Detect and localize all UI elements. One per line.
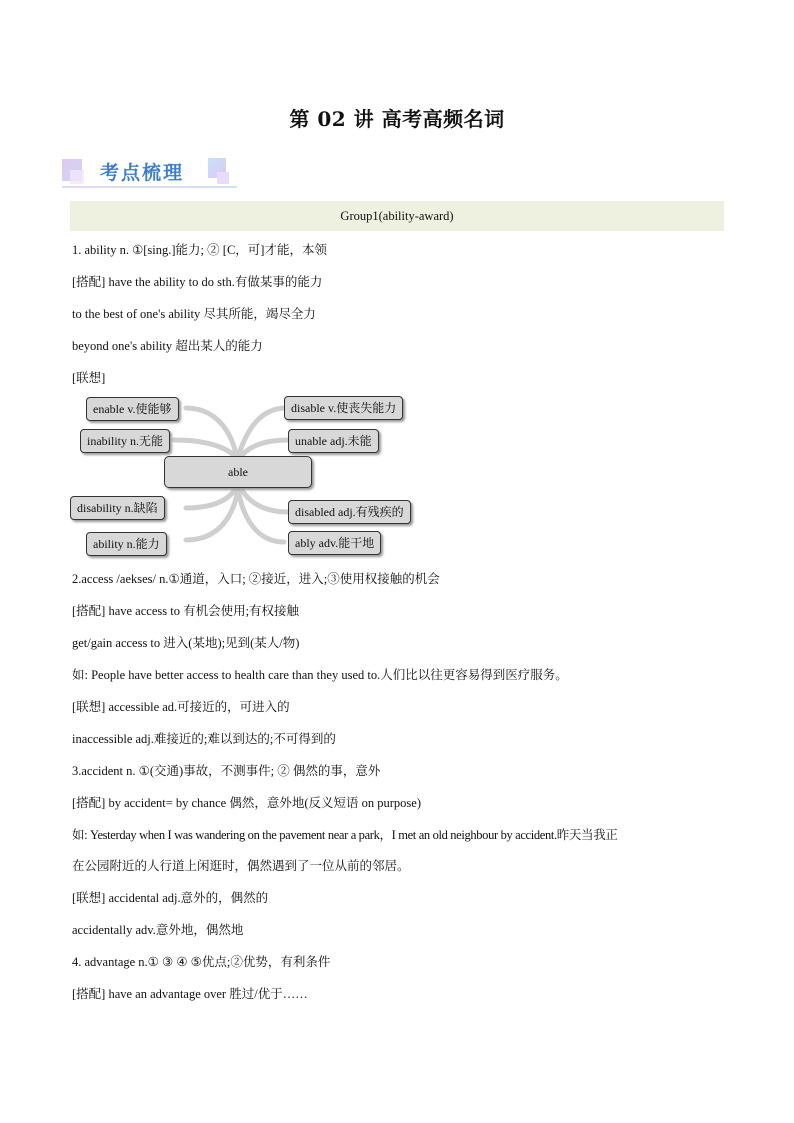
collocation-line: get/gain access to 进入(某地);见到(某人/物) — [72, 636, 300, 650]
entry-advantage: 4. advantage n.① ③ ④ ⑤优点;②优势，有利条件 — [72, 955, 331, 969]
collocation-line: to the best of one's ability 尽其所能，竭尽全力 — [72, 307, 316, 321]
divider — [62, 186, 237, 188]
word-node-enable: enable v.使能够 — [86, 397, 179, 421]
association-line: inaccessible adj.难接近的;难以到达的;不可得到的 — [72, 732, 336, 746]
word-node-inability: inability n.无能 — [80, 429, 170, 453]
entry-accident: 3.accident n. ①(交通)事故，不测事件; ② 偶然的事，意外 — [72, 764, 381, 778]
group-header: Group1(ability-award) — [70, 201, 724, 231]
example-translation: 在公园附近的人行道上闲逛时，偶然遇到了一位从前的邻居。 — [72, 859, 410, 873]
collocation-line: beyond one's ability 超出某人的能力 — [72, 339, 263, 353]
collocation-line: [搭配] have the ability to do sth.有做某事的能力 — [72, 275, 323, 289]
word-family-diagram — [66, 390, 436, 560]
example-line: 如: People have better access to health care than they used to.人们比以往更容易得到医疗服务。 — [72, 668, 568, 682]
association-line: [联想] accessible ad.可接近的，可进入的 — [72, 700, 290, 714]
word-node-ably: ably adv.能干地 — [288, 531, 381, 555]
word-node-ability: ability n.能力 — [86, 532, 167, 556]
association-line: [联想] accidental adj.意外的，偶然的 — [72, 891, 269, 905]
association-line: accidentally adv.意外地，偶然地 — [72, 923, 244, 937]
entry-ability: 1. ability n. ①[sing.]能力; ② [C，可]才能，本领 — [72, 243, 327, 257]
decor-square — [217, 172, 229, 184]
collocation-line: [搭配] have an advantage over 胜过/优于…… — [72, 987, 308, 1001]
decor-square — [70, 170, 84, 184]
collocation-line: [搭配] have access to 有机会使用;有权接触 — [72, 604, 300, 618]
entry-access: 2.access /aekses/ n.①通道，入口; ②接近，进入;③使用权接触的机会 — [72, 572, 440, 586]
word-node-unable: unable adj.未能 — [288, 429, 379, 453]
page-title: 第 02 讲 高考高频名词 — [289, 107, 505, 131]
collocation-line: [搭配] by accident= by chance 偶然，意外地(反义短语 on purpose) — [72, 796, 421, 810]
word-node-disabled: disabled adj.有残疾的 — [288, 500, 411, 524]
section-banner — [62, 156, 237, 190]
word-node-center: able — [164, 456, 312, 488]
word-node-disability: disability n.缺陷 — [70, 496, 165, 520]
example-line: 如: Yesterday when I was wandering on the pavement near a park，I met an old neighbour by accident.昨天当我正 — [72, 828, 618, 842]
word-node-disable: disable v.使丧失能力 — [284, 396, 403, 420]
section-title: 考点梳理 — [100, 162, 185, 184]
association-label: [联想] — [72, 371, 106, 385]
